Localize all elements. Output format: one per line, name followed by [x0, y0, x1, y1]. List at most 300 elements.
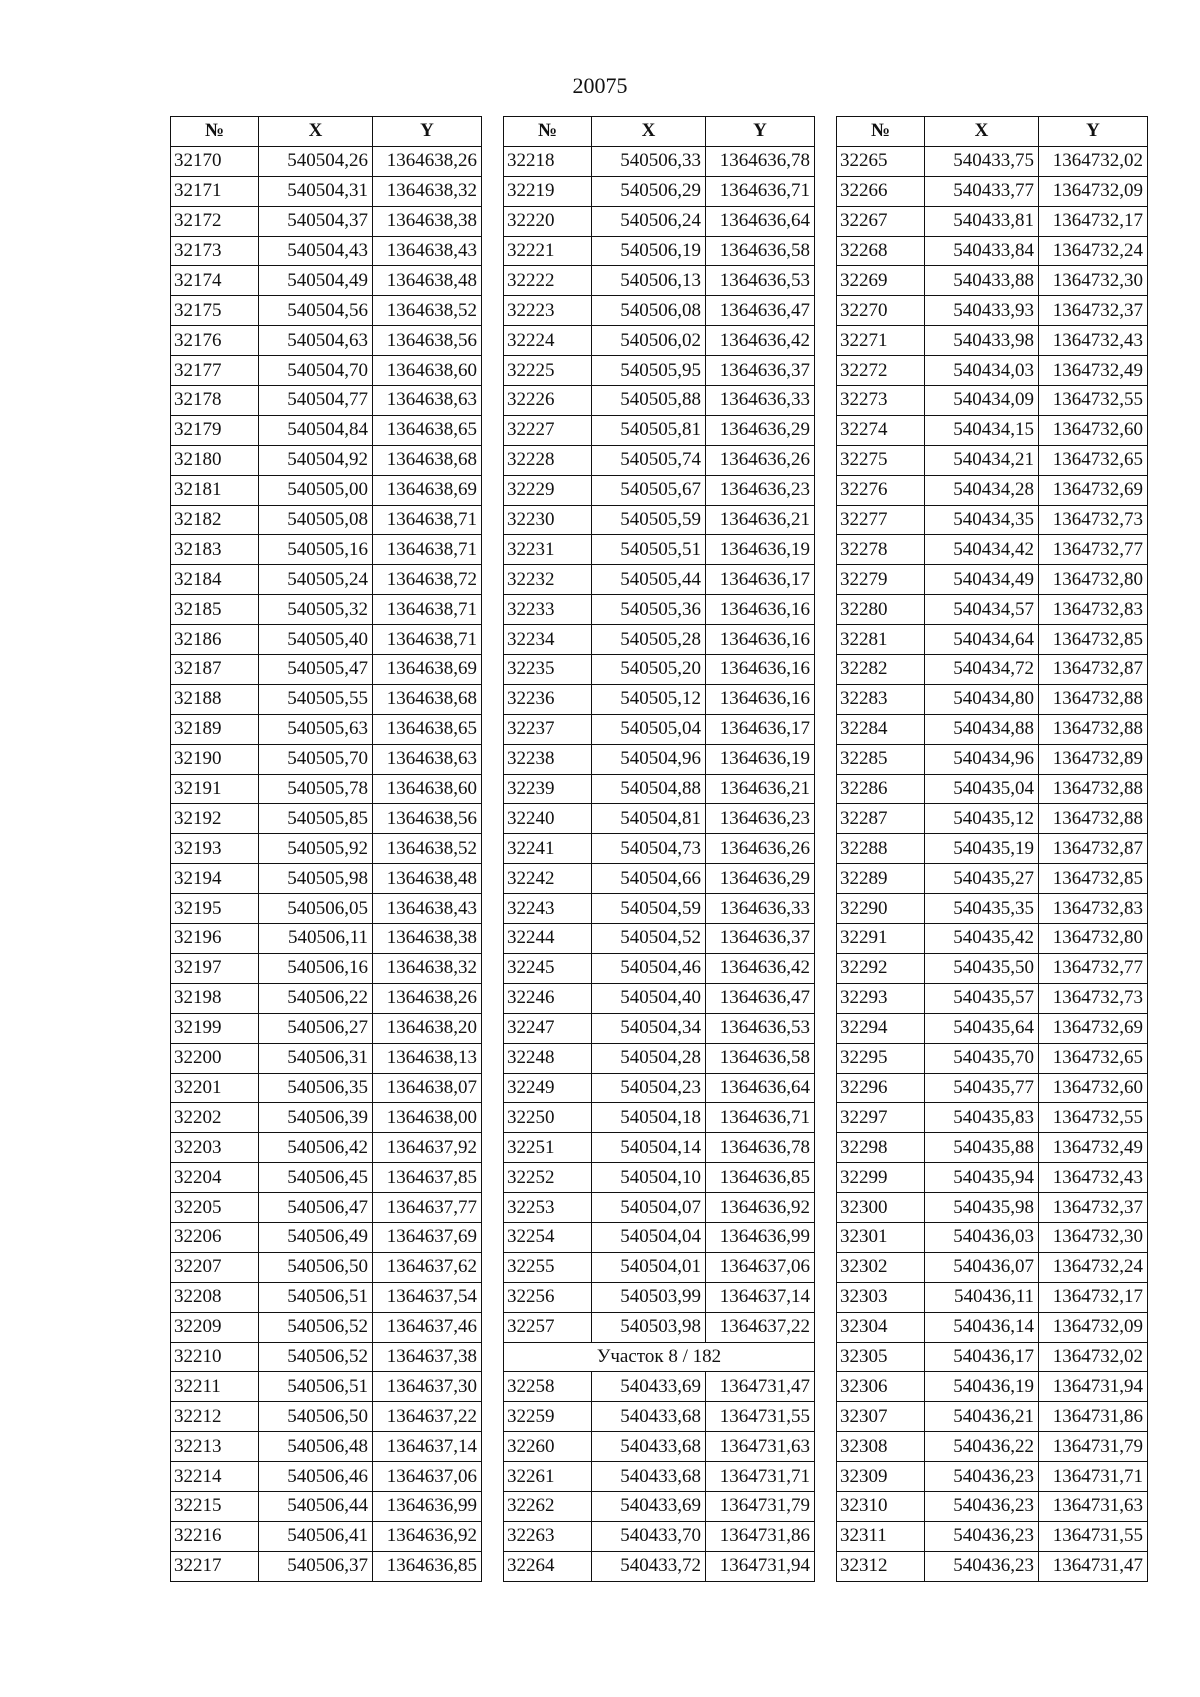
y-coordinate-cell: 1364732,30 — [1039, 266, 1148, 296]
table-row — [171, 356, 482, 386]
point-number-cell: 32295 — [837, 1043, 925, 1073]
x-coordinate-cell: 540505,55 — [259, 684, 373, 714]
y-coordinate-cell: 1364638,32 — [373, 953, 482, 983]
y-coordinate-cell: 1364638,68 — [373, 684, 482, 714]
point-number-cell: 32264 — [504, 1551, 592, 1581]
y-coordinate-cell: 1364638,56 — [373, 804, 482, 834]
point-number-cell: 32171 — [171, 176, 259, 206]
y-coordinate-cell: 1364731,47 — [706, 1372, 815, 1402]
y-coordinate-cell: 1364636,42 — [706, 953, 815, 983]
y-coordinate-cell: 1364732,43 — [1039, 1163, 1148, 1193]
y-coordinate-cell: 1364636,23 — [706, 804, 815, 834]
table-row — [171, 684, 482, 714]
point-number-cell: 32232 — [504, 565, 592, 595]
y-coordinate-cell: 1364732,02 — [1039, 1342, 1148, 1372]
x-coordinate-cell: 540505,40 — [259, 625, 373, 655]
x-coordinate-cell: 540505,51 — [592, 535, 706, 565]
table-row — [837, 326, 1148, 356]
y-coordinate-cell: 1364636,37 — [706, 356, 815, 386]
point-number-cell: 32243 — [504, 894, 592, 924]
point-number-cell: 32275 — [837, 445, 925, 475]
point-number-cell: 32266 — [837, 176, 925, 206]
table-row — [837, 415, 1148, 445]
table-row — [171, 834, 482, 864]
x-coordinate-cell: 540434,96 — [925, 744, 1039, 774]
table-row — [837, 655, 1148, 685]
header-number: № — [504, 117, 592, 147]
x-coordinate-cell: 540506,22 — [259, 983, 373, 1013]
table-row — [171, 1402, 482, 1432]
header-x: X — [592, 117, 706, 147]
x-coordinate-cell: 540505,95 — [592, 356, 706, 386]
table-row — [837, 475, 1148, 505]
table-row — [504, 1432, 815, 1462]
point-number-cell: 32242 — [504, 864, 592, 894]
x-coordinate-cell: 540504,92 — [259, 445, 373, 475]
point-number-cell: 32305 — [837, 1342, 925, 1372]
x-coordinate-cell: 540506,48 — [259, 1432, 373, 1462]
y-coordinate-cell: 1364732,37 — [1039, 296, 1148, 326]
y-coordinate-cell: 1364636,64 — [706, 1073, 815, 1103]
table-row — [837, 804, 1148, 834]
x-coordinate-cell: 540433,70 — [592, 1521, 706, 1551]
table-row — [837, 386, 1148, 416]
x-coordinate-cell: 540505,08 — [259, 505, 373, 535]
y-coordinate-cell: 1364732,80 — [1039, 924, 1148, 954]
x-coordinate-cell: 540506,19 — [592, 236, 706, 266]
y-coordinate-cell: 1364732,17 — [1039, 206, 1148, 236]
y-coordinate-cell: 1364636,16 — [706, 684, 815, 714]
table-row — [504, 1073, 815, 1103]
point-number-cell: 32238 — [504, 744, 592, 774]
table-row — [837, 505, 1148, 535]
x-coordinate-cell: 540506,41 — [259, 1521, 373, 1551]
table-row — [504, 266, 815, 296]
point-number-cell: 32297 — [837, 1103, 925, 1133]
table-row — [171, 625, 482, 655]
table-row — [504, 684, 815, 714]
x-coordinate-cell: 540505,16 — [259, 535, 373, 565]
x-coordinate-cell: 540504,59 — [592, 894, 706, 924]
point-number-cell: 32177 — [171, 356, 259, 386]
point-number-cell: 32209 — [171, 1312, 259, 1342]
x-coordinate-cell: 540506,50 — [259, 1252, 373, 1282]
point-number-cell: 32261 — [504, 1462, 592, 1492]
table-row — [171, 774, 482, 804]
table-row — [504, 953, 815, 983]
x-coordinate-cell: 540504,84 — [259, 415, 373, 445]
x-coordinate-cell: 540435,27 — [925, 864, 1039, 894]
table-row — [504, 1521, 815, 1551]
point-number-cell: 32303 — [837, 1282, 925, 1312]
y-coordinate-cell: 1364638,32 — [373, 176, 482, 206]
point-number-cell: 32251 — [504, 1133, 592, 1163]
section-label: Участок 8 / 182 — [504, 1342, 815, 1372]
table-row — [171, 1342, 482, 1372]
x-coordinate-cell: 540506,02 — [592, 326, 706, 356]
point-number-cell: 32294 — [837, 1013, 925, 1043]
table-row — [171, 1551, 482, 1581]
x-coordinate-cell: 540435,98 — [925, 1193, 1039, 1223]
y-coordinate-cell: 1364636,16 — [706, 655, 815, 685]
table-row — [171, 386, 482, 416]
x-coordinate-cell: 540506,52 — [259, 1342, 373, 1372]
point-number-cell: 32257 — [504, 1312, 592, 1342]
point-number-cell: 32256 — [504, 1282, 592, 1312]
point-number-cell: 32247 — [504, 1013, 592, 1043]
y-coordinate-cell: 1364636,78 — [706, 1133, 815, 1163]
y-coordinate-cell: 1364731,47 — [1039, 1551, 1148, 1581]
table-row — [504, 236, 815, 266]
x-coordinate-cell: 540436,11 — [925, 1282, 1039, 1312]
table-row — [504, 326, 815, 356]
x-coordinate-cell: 540506,50 — [259, 1402, 373, 1432]
y-coordinate-cell: 1364636,92 — [706, 1193, 815, 1223]
x-coordinate-cell: 540504,43 — [259, 236, 373, 266]
y-coordinate-cell: 1364638,69 — [373, 475, 482, 505]
point-number-cell: 32276 — [837, 475, 925, 505]
x-coordinate-cell: 540434,35 — [925, 505, 1039, 535]
point-number-cell: 32285 — [837, 744, 925, 774]
table-row — [504, 1372, 815, 1402]
y-coordinate-cell: 1364638,72 — [373, 565, 482, 595]
table-header-row — [837, 117, 1148, 147]
x-coordinate-cell: 540505,24 — [259, 565, 373, 595]
table-row — [837, 1013, 1148, 1043]
table-row — [504, 834, 815, 864]
point-number-cell: 32201 — [171, 1073, 259, 1103]
point-number-cell: 32205 — [171, 1193, 259, 1223]
x-coordinate-cell: 540506,27 — [259, 1013, 373, 1043]
point-number-cell: 32194 — [171, 864, 259, 894]
table-row — [837, 1462, 1148, 1492]
point-number-cell: 32286 — [837, 774, 925, 804]
y-coordinate-cell: 1364637,69 — [373, 1222, 482, 1252]
x-coordinate-cell: 540435,88 — [925, 1133, 1039, 1163]
table-row — [504, 1491, 815, 1521]
y-coordinate-cell: 1364732,43 — [1039, 326, 1148, 356]
point-number-cell: 32207 — [171, 1252, 259, 1282]
table-row — [504, 804, 815, 834]
table-row — [837, 983, 1148, 1013]
point-number-cell: 32292 — [837, 953, 925, 983]
y-coordinate-cell: 1364731,55 — [1039, 1521, 1148, 1551]
table-row — [837, 176, 1148, 206]
point-number-cell: 32304 — [837, 1312, 925, 1342]
table-row — [837, 1193, 1148, 1223]
y-coordinate-cell: 1364638,43 — [373, 894, 482, 924]
y-coordinate-cell: 1364732,09 — [1039, 176, 1148, 206]
y-coordinate-cell: 1364732,85 — [1039, 864, 1148, 894]
y-coordinate-cell: 1364638,38 — [373, 924, 482, 954]
x-coordinate-cell: 540435,64 — [925, 1013, 1039, 1043]
table-row — [837, 714, 1148, 744]
x-coordinate-cell: 540505,47 — [259, 655, 373, 685]
y-coordinate-cell: 1364636,58 — [706, 1043, 815, 1073]
table-row — [504, 535, 815, 565]
y-coordinate-cell: 1364638,60 — [373, 356, 482, 386]
x-coordinate-cell: 540503,99 — [592, 1282, 706, 1312]
table-row — [837, 834, 1148, 864]
table-row — [171, 894, 482, 924]
point-number-cell: 32277 — [837, 505, 925, 535]
x-coordinate-cell: 540506,39 — [259, 1103, 373, 1133]
y-coordinate-cell: 1364638,07 — [373, 1073, 482, 1103]
point-number-cell: 32187 — [171, 655, 259, 685]
y-coordinate-cell: 1364636,17 — [706, 565, 815, 595]
table-row — [837, 1432, 1148, 1462]
table-row — [171, 655, 482, 685]
y-coordinate-cell: 1364732,37 — [1039, 1193, 1148, 1223]
point-number-cell: 32265 — [837, 146, 925, 176]
point-number-cell: 32273 — [837, 386, 925, 416]
point-number-cell: 32214 — [171, 1462, 259, 1492]
x-coordinate-cell: 540506,29 — [592, 176, 706, 206]
y-coordinate-cell: 1364638,71 — [373, 595, 482, 625]
x-coordinate-cell: 540505,36 — [592, 595, 706, 625]
x-coordinate-cell: 540436,23 — [925, 1462, 1039, 1492]
y-coordinate-cell: 1364731,94 — [1039, 1372, 1148, 1402]
y-coordinate-cell: 1364732,73 — [1039, 983, 1148, 1013]
y-coordinate-cell: 1364636,47 — [706, 296, 815, 326]
table-row — [837, 1073, 1148, 1103]
point-number-cell: 32222 — [504, 266, 592, 296]
table-row — [504, 1133, 815, 1163]
point-number-cell: 32198 — [171, 983, 259, 1013]
x-coordinate-cell: 540503,98 — [592, 1312, 706, 1342]
point-number-cell: 32173 — [171, 236, 259, 266]
table-row — [837, 1491, 1148, 1521]
table-row — [504, 415, 815, 445]
section-row — [504, 1342, 815, 1372]
point-number-cell: 32202 — [171, 1103, 259, 1133]
y-coordinate-cell: 1364636,99 — [706, 1222, 815, 1252]
x-coordinate-cell: 540505,63 — [259, 714, 373, 744]
table-row — [171, 445, 482, 475]
point-number-cell: 32239 — [504, 774, 592, 804]
x-coordinate-cell: 540504,63 — [259, 326, 373, 356]
x-coordinate-cell: 540433,81 — [925, 206, 1039, 236]
table-row — [504, 1402, 815, 1432]
point-number-cell: 32188 — [171, 684, 259, 714]
table-row — [504, 595, 815, 625]
x-coordinate-cell: 540504,07 — [592, 1193, 706, 1223]
table-row — [837, 953, 1148, 983]
table-row — [171, 505, 482, 535]
x-coordinate-cell: 540506,24 — [592, 206, 706, 236]
table-row — [837, 1342, 1148, 1372]
x-coordinate-cell: 540434,57 — [925, 595, 1039, 625]
x-coordinate-cell: 540435,04 — [925, 774, 1039, 804]
x-coordinate-cell: 540435,50 — [925, 953, 1039, 983]
point-number-cell: 32248 — [504, 1043, 592, 1073]
x-coordinate-cell: 540434,64 — [925, 625, 1039, 655]
x-coordinate-cell: 540506,37 — [259, 1551, 373, 1581]
point-number-cell: 32196 — [171, 924, 259, 954]
y-coordinate-cell: 1364638,71 — [373, 505, 482, 535]
y-coordinate-cell: 1364732,88 — [1039, 714, 1148, 744]
x-coordinate-cell: 540505,78 — [259, 774, 373, 804]
table-row — [171, 1043, 482, 1073]
table-row — [837, 1043, 1148, 1073]
y-coordinate-cell: 1364732,17 — [1039, 1282, 1148, 1312]
y-coordinate-cell: 1364636,33 — [706, 894, 815, 924]
x-coordinate-cell: 540433,68 — [592, 1432, 706, 1462]
table-row — [837, 625, 1148, 655]
point-number-cell: 32288 — [837, 834, 925, 864]
y-coordinate-cell: 1364636,85 — [706, 1163, 815, 1193]
x-coordinate-cell: 540504,56 — [259, 296, 373, 326]
x-coordinate-cell: 540505,59 — [592, 505, 706, 535]
table-row — [504, 625, 815, 655]
x-coordinate-cell: 540506,42 — [259, 1133, 373, 1163]
table-row — [171, 1103, 482, 1133]
table-row — [504, 565, 815, 595]
x-coordinate-cell: 540504,23 — [592, 1073, 706, 1103]
point-number-cell: 32274 — [837, 415, 925, 445]
x-coordinate-cell: 540435,77 — [925, 1073, 1039, 1103]
point-number-cell: 32231 — [504, 535, 592, 565]
x-coordinate-cell: 540436,23 — [925, 1491, 1039, 1521]
x-coordinate-cell: 540435,83 — [925, 1103, 1039, 1133]
y-coordinate-cell: 1364638,26 — [373, 146, 482, 176]
y-coordinate-cell: 1364636,53 — [706, 266, 815, 296]
table-row — [171, 1163, 482, 1193]
point-number-cell: 32262 — [504, 1491, 592, 1521]
point-number-cell: 32221 — [504, 236, 592, 266]
x-coordinate-cell: 540504,37 — [259, 206, 373, 236]
x-coordinate-cell: 540435,94 — [925, 1163, 1039, 1193]
y-coordinate-cell: 1364638,63 — [373, 744, 482, 774]
table-row — [171, 744, 482, 774]
y-coordinate-cell: 1364636,23 — [706, 475, 815, 505]
y-coordinate-cell: 1364732,09 — [1039, 1312, 1148, 1342]
table-row — [504, 655, 815, 685]
point-number-cell: 32233 — [504, 595, 592, 625]
y-coordinate-cell: 1364731,55 — [706, 1402, 815, 1432]
y-coordinate-cell: 1364636,92 — [373, 1521, 482, 1551]
y-coordinate-cell: 1364636,78 — [706, 146, 815, 176]
y-coordinate-cell: 1364732,60 — [1039, 1073, 1148, 1103]
table-row — [171, 983, 482, 1013]
y-coordinate-cell: 1364732,69 — [1039, 475, 1148, 505]
point-number-cell: 32306 — [837, 1372, 925, 1402]
point-number-cell: 32259 — [504, 1402, 592, 1432]
y-coordinate-cell: 1364637,14 — [373, 1432, 482, 1462]
x-coordinate-cell: 540505,32 — [259, 595, 373, 625]
table-row — [171, 864, 482, 894]
table-row — [504, 744, 815, 774]
x-coordinate-cell: 540435,42 — [925, 924, 1039, 954]
x-coordinate-cell: 540506,44 — [259, 1491, 373, 1521]
point-number-cell: 32271 — [837, 326, 925, 356]
x-coordinate-cell: 540504,81 — [592, 804, 706, 834]
point-number-cell: 32180 — [171, 445, 259, 475]
x-coordinate-cell: 540433,75 — [925, 146, 1039, 176]
y-coordinate-cell: 1364636,29 — [706, 415, 815, 445]
point-number-cell: 32269 — [837, 266, 925, 296]
table-row — [171, 176, 482, 206]
y-coordinate-cell: 1364638,68 — [373, 445, 482, 475]
table-row — [837, 744, 1148, 774]
y-coordinate-cell: 1364731,79 — [1039, 1432, 1148, 1462]
table-row — [837, 1163, 1148, 1193]
x-coordinate-cell: 540506,35 — [259, 1073, 373, 1103]
y-coordinate-cell: 1364638,20 — [373, 1013, 482, 1043]
point-number-cell: 32241 — [504, 834, 592, 864]
point-number-cell: 32302 — [837, 1252, 925, 1282]
y-coordinate-cell: 1364732,60 — [1039, 415, 1148, 445]
x-coordinate-cell: 540434,03 — [925, 356, 1039, 386]
x-coordinate-cell: 540505,20 — [592, 655, 706, 685]
table-row — [171, 1252, 482, 1282]
point-number-cell: 32225 — [504, 356, 592, 386]
x-coordinate-cell: 540505,00 — [259, 475, 373, 505]
point-number-cell: 32254 — [504, 1222, 592, 1252]
point-number-cell: 32227 — [504, 415, 592, 445]
point-number-cell: 32224 — [504, 326, 592, 356]
y-coordinate-cell: 1364637,06 — [706, 1252, 815, 1282]
y-coordinate-cell: 1364638,13 — [373, 1043, 482, 1073]
point-number-cell: 32301 — [837, 1222, 925, 1252]
y-coordinate-cell: 1364638,71 — [373, 535, 482, 565]
y-coordinate-cell: 1364732,88 — [1039, 804, 1148, 834]
x-coordinate-cell: 540506,33 — [592, 146, 706, 176]
table-row — [171, 266, 482, 296]
table-row — [837, 894, 1148, 924]
x-coordinate-cell: 540504,49 — [259, 266, 373, 296]
x-coordinate-cell: 540435,57 — [925, 983, 1039, 1013]
x-coordinate-cell: 540506,46 — [259, 1462, 373, 1492]
table-row — [171, 1013, 482, 1043]
x-coordinate-cell: 540506,51 — [259, 1282, 373, 1312]
table-row — [171, 924, 482, 954]
table-row — [837, 206, 1148, 236]
header-y: Y — [1039, 117, 1148, 147]
point-number-cell: 32217 — [171, 1551, 259, 1581]
point-number-cell: 32174 — [171, 266, 259, 296]
table-row — [504, 1193, 815, 1223]
point-number-cell: 32178 — [171, 386, 259, 416]
x-coordinate-cell: 540434,42 — [925, 535, 1039, 565]
y-coordinate-cell: 1364636,47 — [706, 983, 815, 1013]
point-number-cell: 32204 — [171, 1163, 259, 1193]
x-coordinate-cell: 540433,69 — [592, 1372, 706, 1402]
table-row — [837, 565, 1148, 595]
x-coordinate-cell: 540433,98 — [925, 326, 1039, 356]
point-number-cell: 32216 — [171, 1521, 259, 1551]
table-row — [171, 1432, 482, 1462]
point-number-cell: 32283 — [837, 684, 925, 714]
point-number-cell: 32246 — [504, 983, 592, 1013]
x-coordinate-cell: 540506,13 — [592, 266, 706, 296]
point-number-cell: 32235 — [504, 655, 592, 685]
point-number-cell: 32211 — [171, 1372, 259, 1402]
y-coordinate-cell: 1364732,69 — [1039, 1013, 1148, 1043]
y-coordinate-cell: 1364731,86 — [1039, 1402, 1148, 1432]
y-coordinate-cell: 1364637,92 — [373, 1133, 482, 1163]
table-row — [837, 1222, 1148, 1252]
table-body — [504, 146, 815, 1581]
table-row — [837, 1133, 1148, 1163]
x-coordinate-cell: 540504,26 — [259, 146, 373, 176]
table-row — [171, 565, 482, 595]
table-row — [837, 1252, 1148, 1282]
y-coordinate-cell: 1364638,56 — [373, 326, 482, 356]
table-row — [171, 714, 482, 744]
y-coordinate-cell: 1364638,48 — [373, 266, 482, 296]
point-number-cell: 32172 — [171, 206, 259, 236]
